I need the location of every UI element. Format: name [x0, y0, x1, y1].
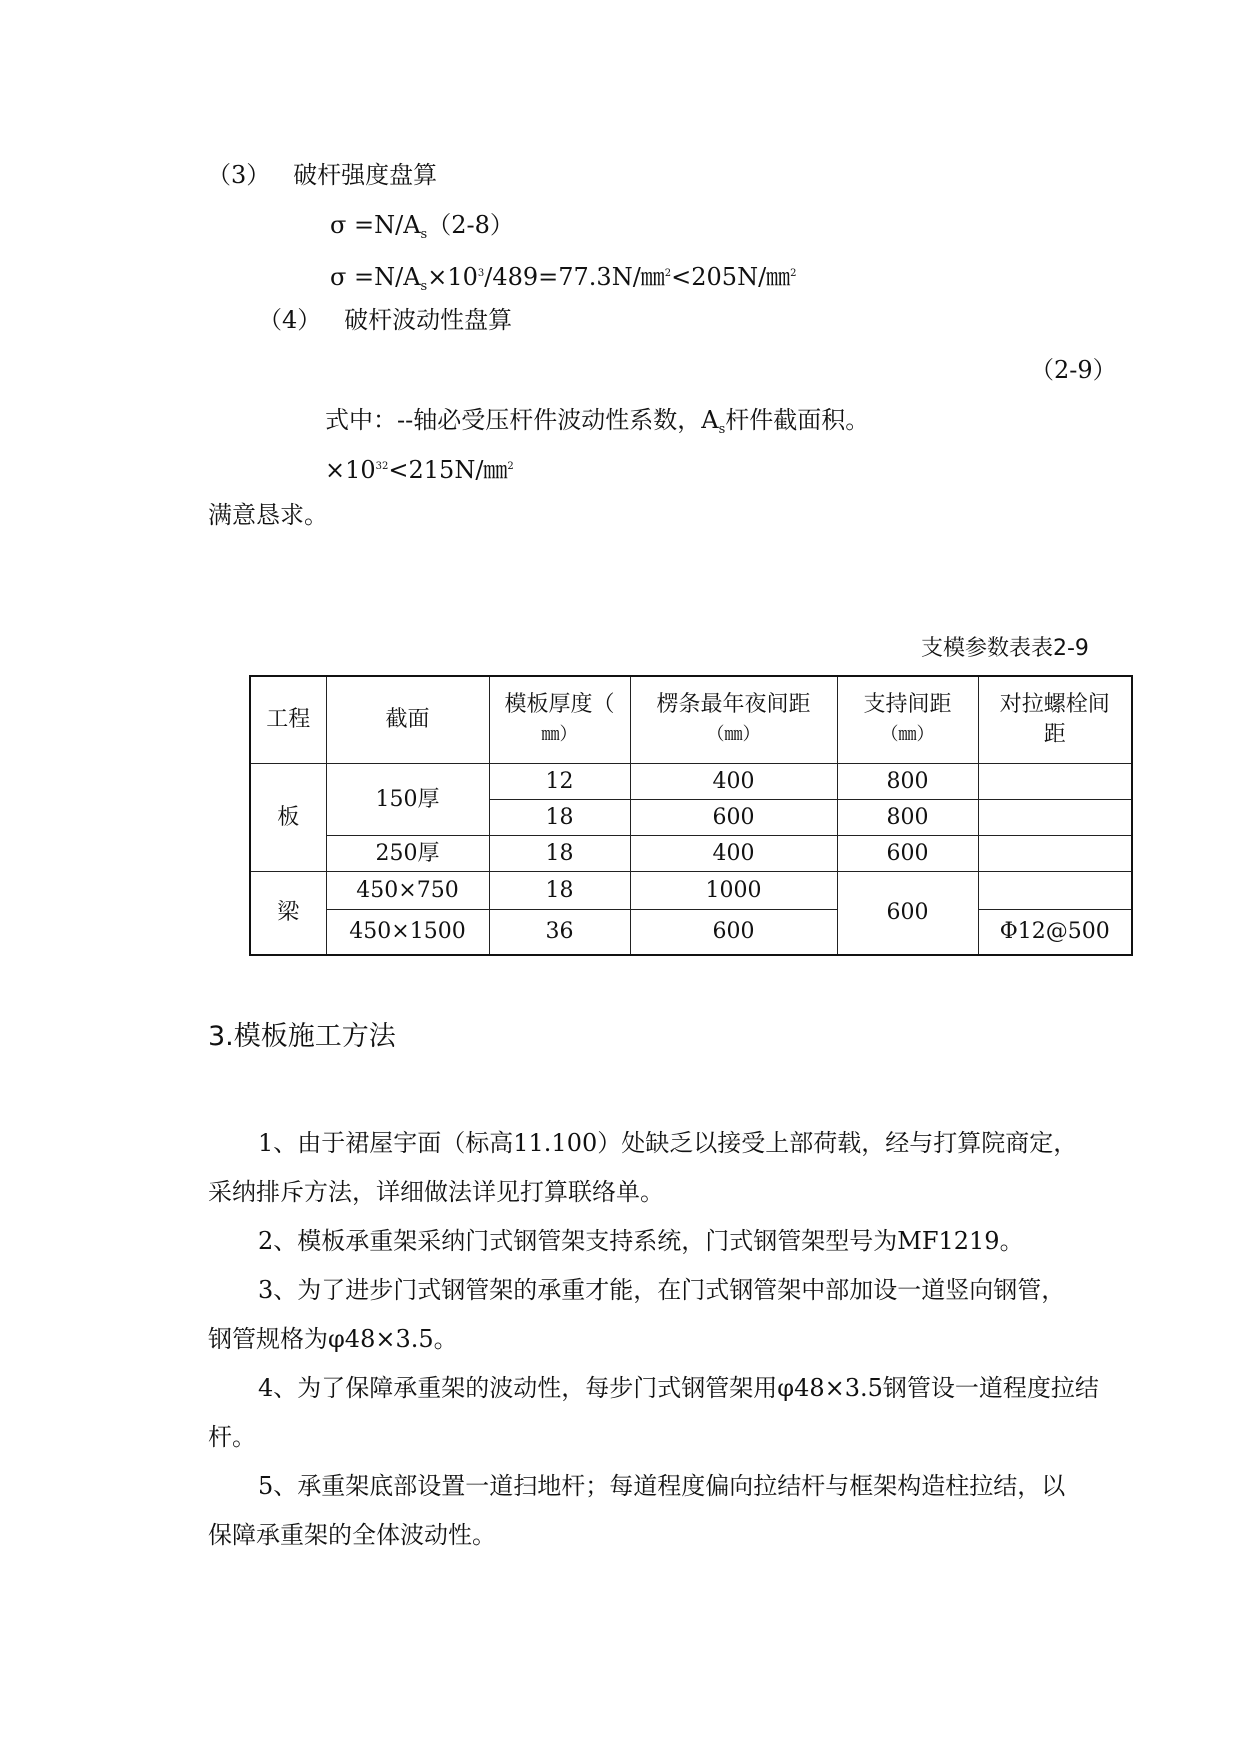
- cell-section: 450×750: [326, 872, 489, 910]
- item-number: （3）: [207, 161, 271, 189]
- paragraph-4-line-2: 杆。: [208, 1423, 256, 1451]
- cell-section: 250厚: [326, 836, 489, 872]
- cell-thickness: 18: [489, 836, 630, 872]
- paragraph-5-line-2: 保障承重架的全体波动性。: [208, 1521, 496, 1549]
- cell-thickness: 12: [489, 764, 630, 800]
- header-spacing: 楞条最年夜间距 （㎜）: [630, 676, 837, 764]
- table-header-row: [250, 676, 1132, 764]
- cell-support: 600: [837, 836, 978, 872]
- beam-label: 梁: [250, 872, 326, 956]
- cell-section: 450×1500: [326, 910, 489, 956]
- cell-bolt: [978, 800, 1132, 836]
- formula-2-8: $\sigma =N/A_s(2-8)$: [330, 211, 514, 242]
- cell-bolt: [978, 872, 1132, 910]
- paragraph-3-line-2: 钢管规格为φ48×3.5。: [208, 1325, 458, 1353]
- paragraph-2: 2、模板承重架采纳门式钢管架支持系统，门式钢管架型号为MF1219。: [258, 1227, 1024, 1255]
- cell-support: 800: [837, 764, 978, 800]
- table-row: [250, 872, 1132, 910]
- paragraph-1-line-1: 1、由于裙屋宇面（标高11.100）处缺乏以接受上部荷载，经与打算院商定，: [258, 1129, 1078, 1157]
- formwork-parameter-table: [249, 675, 1133, 956]
- cell-spacing: 1000: [630, 872, 837, 910]
- formula-stability-result: $\times 10^{32}<215N/㎜^2$: [325, 456, 514, 484]
- conclusion-text: 满意恳求。: [208, 501, 328, 529]
- table-caption: 支模参数表表2-9: [921, 636, 1089, 661]
- cell-bolt: [978, 836, 1132, 872]
- item-title: 破杆波动性盘算: [344, 306, 513, 334]
- cell-spacing: 600: [630, 800, 837, 836]
- cell-thickness: 18: [489, 800, 630, 836]
- formula-stress-result: $\sigma =N/A_s\times 10^3/489=77.3N/㎜^2<205N/㎜^2$: [330, 263, 797, 294]
- section-3-heading: 3.模板施工方法: [208, 1021, 396, 1052]
- cell-spacing: 600: [630, 910, 837, 956]
- cell-thickness: 18: [489, 872, 630, 910]
- header-thickness: 模板厚度（ ㎜）: [489, 676, 630, 764]
- header-support: 支持间距 （㎜）: [837, 676, 978, 764]
- header-bolt: 对拉螺栓间 距: [978, 676, 1132, 764]
- cell-bolt: Φ12@500: [978, 910, 1132, 956]
- table-row: [250, 910, 1132, 956]
- header-project: 工程: [250, 676, 326, 764]
- equation-number: （2-9）: [1030, 356, 1117, 384]
- paragraph-3-line-1: 3、为了进步门式钢管架的承重才能，在门式钢管架中部加设一道竖向钢管，: [258, 1276, 1066, 1304]
- formula-where-clause: 式中：--轴必受压杆件波动性系数，$A_s$杆件截面积。: [325, 406, 870, 437]
- item-3-heading: [207, 160, 437, 190]
- slab-label: 板: [250, 764, 326, 872]
- item-title: 破杆强度盘算: [293, 161, 438, 189]
- paragraph-5-line-1: 5、承重架底部设置一道扫地杆；每道程度偏向拉结杆与框架构造柱拉结，以: [258, 1472, 1066, 1500]
- cell-thickness: 36: [489, 910, 630, 956]
- table-row: [250, 836, 1132, 872]
- paragraph-1-line-2: 采纳排斥方法，详细做法详见打算联络单。: [208, 1178, 664, 1206]
- cell-section: 150厚: [326, 764, 489, 836]
- cell-support: 800: [837, 800, 978, 836]
- header-section: 截面: [326, 676, 489, 764]
- item-4-heading: [258, 305, 512, 335]
- table-row: [250, 764, 1132, 800]
- paragraph-4-line-1: 4、为了保障承重架的波动性，每步门式钢管架用φ48×3.5钢管设一道程度拉结: [258, 1374, 1099, 1402]
- cell-bolt: [978, 764, 1132, 800]
- cell-spacing: 400: [630, 764, 837, 800]
- cell-support: 600: [837, 872, 978, 956]
- cell-spacing: 400: [630, 836, 837, 872]
- item-number: （4）: [258, 306, 322, 334]
